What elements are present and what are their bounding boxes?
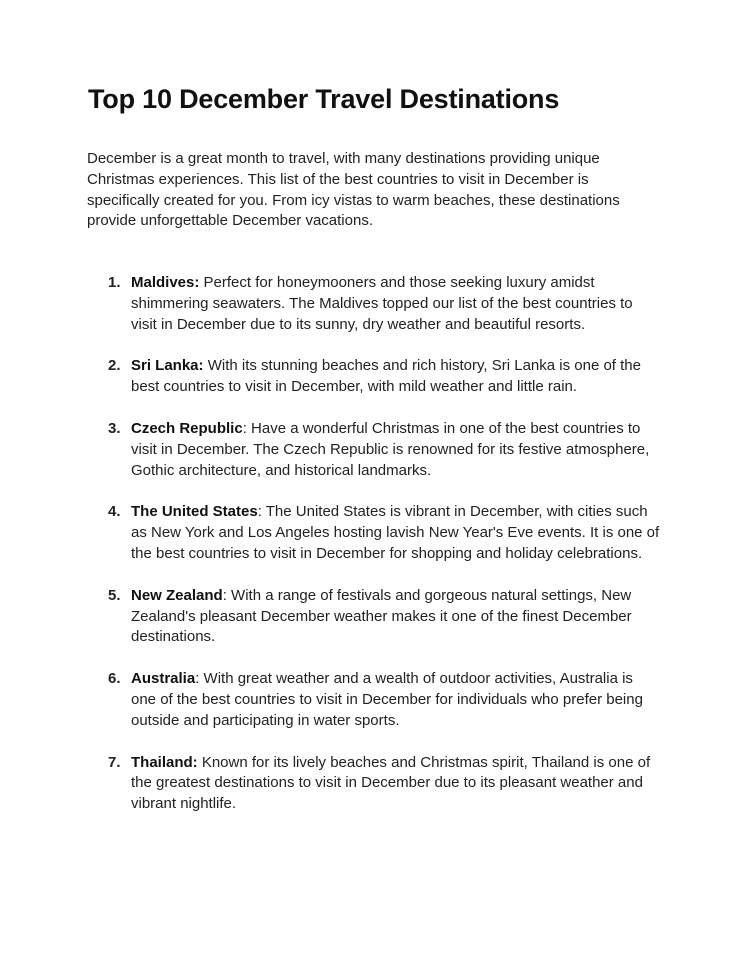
destination-description: : With great weather and a wealth of outdoor activities, Australia is one of the best countries to visit in December for individuals who prefer being outside and participating in water sports. [131,670,643,729]
list-item [0,356,661,398]
destination-description: : Have a wonderful Christmas in one of the best countries to visit in December. The Czech Republic is renowned for its festive atmosphere, Gothic architecture, and historical landmarks. [131,419,650,479]
destination-name: Czech Republic [131,419,243,437]
list-item [0,586,661,648]
list-item [0,753,661,815]
list-item [0,502,661,564]
destination-name: New Zealand [131,586,223,604]
item-number: 1. [108,274,121,291]
destination-description: : The United States is vibrant in December, with cities such as New York and Los Angeles hosting lavish New Year's Eve events. It is one of the best countries to visit in December for shopping and holiday celebrations. [131,503,660,562]
destination-name: Maldives: [131,274,200,291]
intro-paragraph: December is a great month to travel, with many destinations providing unique Christmas experiences. This list of the best countries to visit in December is specifically created for you. From icy vistas to warm beaches, these destinations provide unforgettable December vacations. [87,150,620,230]
destination-description: : With a range of festivals and gorgeous natural settings, New Zealand's pleasant December weather makes it one of the finest December destinations. [131,586,632,646]
list-item [0,273,661,335]
destination-description: With its stunning beaches and rich history, Sri Lanka is one of the best countries to visit in December, with mild weather and little rain. [131,357,641,396]
item-number: 7. [108,753,121,771]
item-number: 2. [108,357,121,375]
destination-name: Thailand: [131,753,198,771]
destination-description: Perfect for honeymooners and those seeking luxury amidst shimmering seawaters. The Maldives topped our list of the best countries to visit in December due to its sunny, dry weather and beautiful resorts. [131,274,633,333]
destination-list [0,273,741,836]
destination-description: Known for its lively beaches and Christmas spirit, Thailand is one of the greatest destinations to visit in December due to its pleasant weather and vibrant nightlife. [131,753,651,813]
item-number: 3. [108,419,121,437]
destination-name: Sri Lanka: [131,357,204,375]
destination-name: The United States [131,503,258,521]
destination-name: Australia [131,670,196,688]
list-item [0,669,661,731]
item-number: 6. [108,670,121,688]
list-item [0,419,661,481]
item-number: 5. [108,586,121,604]
page-title: Top 10 December Travel Destinations [88,84,560,114]
item-number: 4. [108,503,121,521]
